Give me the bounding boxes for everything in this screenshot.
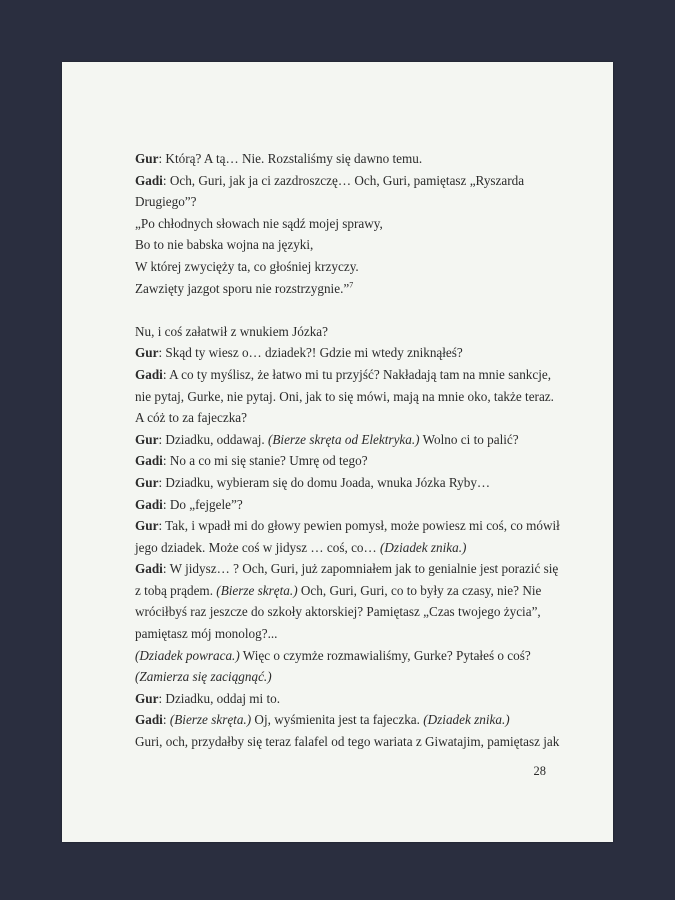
text-line (135, 601, 575, 623)
text-line (135, 170, 575, 192)
text-line (135, 148, 575, 170)
text-line (135, 429, 575, 451)
dialogue-text: z tobą prądem. (135, 582, 217, 598)
dialogue-text: : Którą? A tą… Nie. Rozstaliśmy się dawno temu. (158, 151, 423, 166)
dialogue-text: : Och, Guri, jak ja ci zazdroszczę… Och, Guri, pamiętasz „Ryszarda (162, 172, 525, 188)
dialogue-text: : Dziadku, oddaj mi to. (158, 690, 281, 706)
text-line (135, 709, 575, 731)
speaker-name: Gur (135, 474, 159, 490)
dialogue-text: : Skąd ty wiesz o… dziadek?! Gdzie mi wtedy zniknąłeś? (158, 345, 463, 361)
dialogue-text: Zawzięty jazgot sporu nie rozstrzygnie.” (135, 280, 350, 296)
dialogue-text: Bo to nie babska wojna na języki, (135, 237, 314, 253)
text-line (135, 191, 575, 213)
dialogue-text: A cóż to za fajeczka? (135, 410, 248, 426)
text-line (135, 364, 575, 386)
text-line (135, 234, 575, 256)
document-page (62, 62, 613, 842)
dialogue-text: : No a co mi się stanie? Umrę od tego? (162, 453, 368, 469)
dialogue-text: W której zwycięży ta, co głośniej krzyczy. (135, 258, 359, 274)
text-line (135, 342, 575, 364)
speaker-name: Gadi (135, 712, 163, 728)
dialogue-text: Więc o czymże rozmawialiśmy, Gurke? Pytałeś o coś? (239, 647, 531, 663)
text-line (135, 731, 575, 753)
stage-direction: (Bierze skręta od Elektryka.) (267, 431, 420, 447)
text-line (135, 321, 575, 343)
speaker-name: Gur (135, 151, 159, 166)
stage-direction: (Zamierza się zaciągnąć.) (135, 669, 272, 685)
text-line (135, 386, 575, 408)
text-line (135, 278, 575, 300)
text-line (135, 537, 575, 559)
play-text (135, 148, 575, 753)
text-line (135, 623, 575, 645)
dialogue-text: : Dziadku, oddawaj. (158, 431, 268, 447)
dialogue-text: : Do „fejgele”? (162, 496, 243, 512)
dialogue-text: jego dziadek. Może coś w jidysz … coś, co… (135, 539, 381, 555)
speaker-name: Gadi (135, 366, 163, 382)
dialogue-text: Nu, i coś załatwił z wnukiem Józka? (135, 323, 328, 339)
dialogue-text: : A co ty myślisz, że łatwo mi tu przyjść? Nakładają tam na mnie sankcje, (162, 366, 552, 382)
text-line (135, 472, 575, 494)
stage-direction: (Bierze skręta.) (169, 712, 252, 728)
dialogue-text: „Po chłodnych słowach nie sądź mojej sprawy, (135, 215, 383, 231)
stage-direction: (Bierze skręta.) (216, 582, 298, 598)
speaker-name: Gur (135, 345, 159, 361)
text-line (135, 580, 575, 602)
speaker-name: Gadi (135, 561, 163, 577)
dialogue-text: wróciłbyś raz jeszcze do szkoły aktorskiej? Pamiętasz „Czas twojego życia”, (135, 604, 541, 620)
page-number: 28 (533, 764, 546, 778)
dialogue-text: Oj, wyśmienita jest ta fajeczka. (251, 712, 424, 728)
speaker-name: Gadi (135, 172, 163, 188)
dialogue-text: Drugiego”? (135, 194, 197, 210)
text-line (135, 558, 575, 580)
dialogue-text: pamiętasz mój monolog?... (135, 626, 278, 642)
dialogue-text: Wolno ci to palić? (419, 431, 519, 447)
dialogue-text: Och, Guri, Guri, co to były za czasy, nie? Nie (297, 582, 542, 598)
text-line (135, 645, 575, 667)
text-line (135, 450, 575, 472)
speaker-name: Gur (135, 690, 159, 706)
blank-line (135, 299, 575, 321)
dialogue-text: nie pytaj, Gurke, nie pytaj. Oni, jak to się mówi, mają na mnie oko, także teraz. (135, 388, 554, 404)
dialogue-text: : Tak, i wpadł mi do głowy pewien pomysł, może powiesz mi coś, co mówił (158, 518, 560, 534)
stage-direction: (Dziadek znika.) (380, 539, 467, 555)
text-line (135, 688, 575, 710)
dialogue-text: Guri, och, przydałby się teraz falafel od tego wariata z Giwatajim, pamiętasz jak (135, 734, 560, 750)
speaker-name: Gur (135, 518, 159, 534)
speaker-name: Gadi (135, 453, 163, 469)
text-line (135, 407, 575, 429)
text-line (135, 256, 575, 278)
stage-direction: (Dziadek znika.) (423, 712, 510, 728)
dialogue-text: : W jidysz… ? Och, Guri, już zapomniałem jak to genialnie jest porazić się (162, 561, 559, 577)
speaker-name: Gur (135, 431, 159, 447)
dialogue-text: : Dziadku, wybieram się do domu Joada, wnuka Józka Ryby… (158, 474, 491, 490)
dialogue-text: : (162, 712, 170, 728)
text-line (135, 213, 575, 235)
speaker-name: Gadi (135, 496, 163, 512)
text-line (135, 515, 575, 537)
text-line (135, 494, 575, 516)
footnote-marker: 7 (349, 280, 354, 290)
text-line (135, 666, 575, 688)
stage-direction: (Dziadek powraca.) (135, 647, 240, 663)
